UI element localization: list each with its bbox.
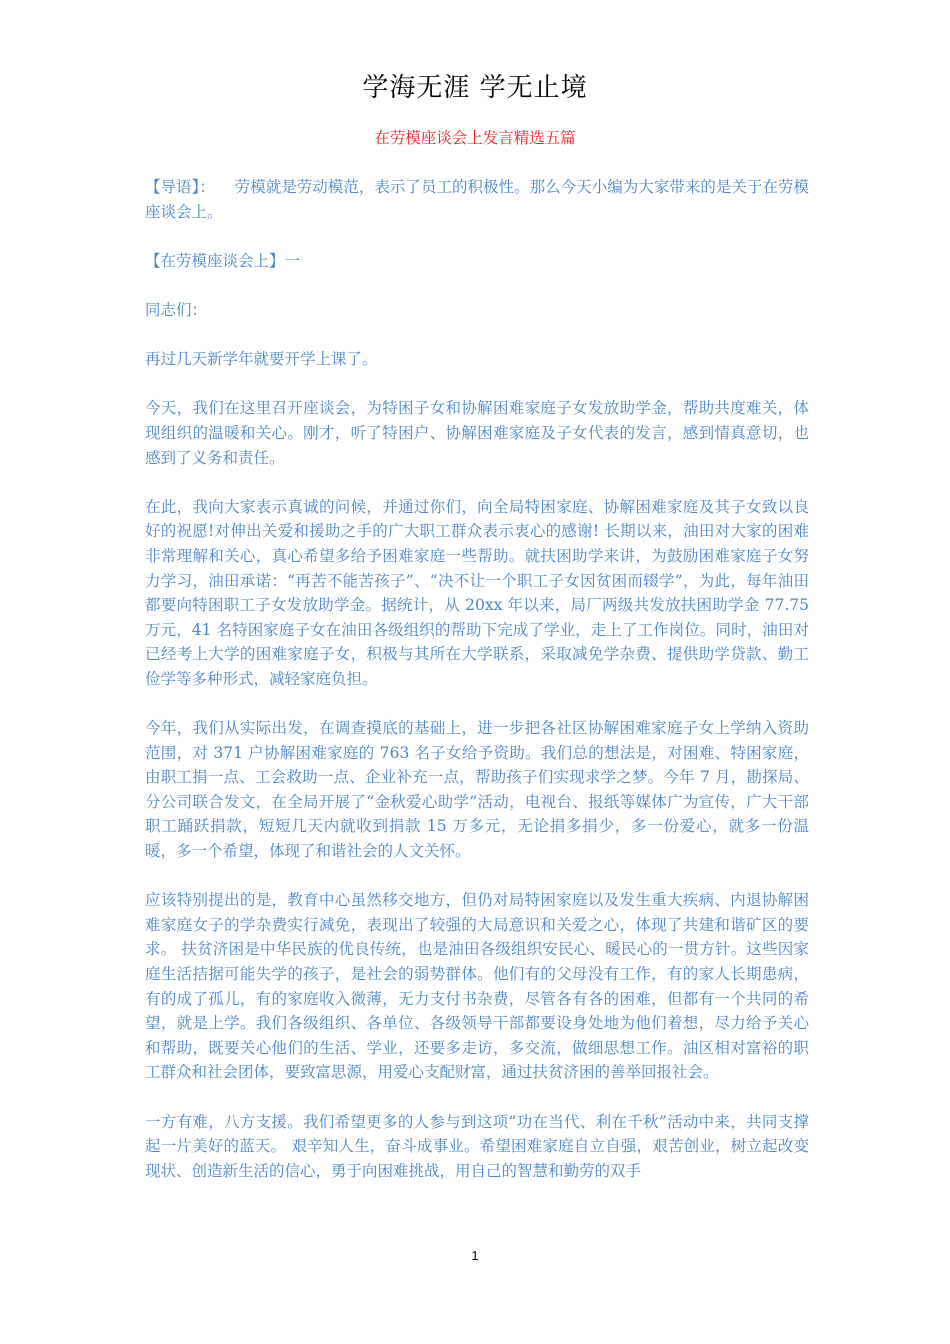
body-paragraph: 一方有难，八方支援。我们希望更多的人参与到这项“功在当代、利在千秋”活动中来，共同支撑起一片美好的蓝天。 艰辛知人生，奋斗成事业。希望困难家庭自立自强，艰苦创业，树立起改变现状、创造新生活的信心，勇于向困难挑战，用自己的智慧和勤劳的双手 xyxy=(145,1112,809,1180)
body-paragraph: 今年，我们从实际出发，在调查摸底的基础上，进一步把各社区协解困难家庭子女上学纳入资助范围，对 371 户协解困难家庭的 763 名子女给予资助。我们总的想法是，对困难、特困家庭，由职工捐一点、工会救助一点、企业补充一点，帮助孩子们实现求学之梦。今年 7 月，勘探局、分公司联合发文，在全局开展了“金秋爱心助学”活动，电视台、报纸等媒体广为宣传，广大干部职工踊跃捐款，短短几天内就收到捐款 15 万多元，无论捐多捐少，多一份爱心，就多一份温暖，多一个希望，体现了和谐社会的人文关怀。 xyxy=(145,719,809,861)
body-paragraph: 今天，我们在这里召开座谈会，为特困子女和协解困难家庭子女发放助学金，帮助共度难关，体现组织的温暖和关心。刚才，听了特困户、协解困难家庭及子女代表的发言，感到情真意切，也感到了义务和责任。 xyxy=(145,399,809,467)
page-title: 学海无涯 学无止境 xyxy=(362,73,588,103)
body-paragraph: 在此，我向大家表示真诚的问候，并通过你们，向全局特困家庭、协解困难家庭及其子女致以良好的祝愿!对伸出关爱和援助之手的广大职工群众表示衷心的感谢! 长期以来，油田对大家的困难非常理解和关心，真心希望多给予困难家庭一些帮助。就扶困助学来讲，为鼓励困难家庭子女努力学习，油田承诺：“再苦不能苦孩子”、“决不让一个职工子女因贫困而辍学”，为此，每年油田都要向特困职工子女发放助学金。据统计，从 20xx 年以来，局厂两级共发放扶困助学金 77.75 万元，41 名特困家庭子女在油田各级组织的帮助下完成了学业，走上了工作岗位。同时，油田对已经考上大学的困难家庭子女，积极与其所在大学联系，采取减免学杂费、提供助学贷款、勤工俭学等多种形式，减轻家庭负担。 xyxy=(145,497,809,688)
article-subtitle: 在劳模座谈会上发言精选五篇 xyxy=(374,129,576,147)
section-heading: 【在劳模座谈会上】一 xyxy=(145,251,301,270)
body-paragraph: 同志们： xyxy=(145,300,208,319)
body-paragraph: 应该特别提出的是，教育中心虽然移交地方，但仍对局特困家庭以及发生重大疾病、内退协解困难家庭女子的学杂费实行减免，表现出了较强的大局意识和关爱之心，体现了共建和谐矿区的要求。 扶贫济困是中华民族的优良传统，也是油田各级组织安民心、暖民心的一贯方针。这些因家庭生活拮据可能失学的孩子，是社会的弱势群体。他们有的父母没有工作，有的家人长期患病，有的成了孤儿，有的家庭收入微薄，无力支付书杂费，尽管各有各的困难，但都有一个共同的希望，就是上学。我们各级组织、各单位、各级领导干部都要设身处地为他们着想，尽力给予关心和帮助，既要关心他们的生活、学业，还要多走访，多交流，做细思想工作。油区相对富裕的职工群众和社会团体，要致富思源，用爱心支配财富，通过扶贫济困的善举回报社会。 xyxy=(145,891,809,1082)
intro-label: 【导语】： xyxy=(145,178,215,196)
intro-text: 劳模就是劳动模范，表示了员工的积极性。那么今天小编为大家带来的是关于在劳模座谈会上。 xyxy=(145,178,809,221)
intro-paragraph xyxy=(145,175,809,224)
body-paragraph: 再过几天新学年就要开学上课了。 xyxy=(145,350,378,369)
page-number: 1 xyxy=(471,1248,479,1263)
article-body xyxy=(145,175,809,1183)
